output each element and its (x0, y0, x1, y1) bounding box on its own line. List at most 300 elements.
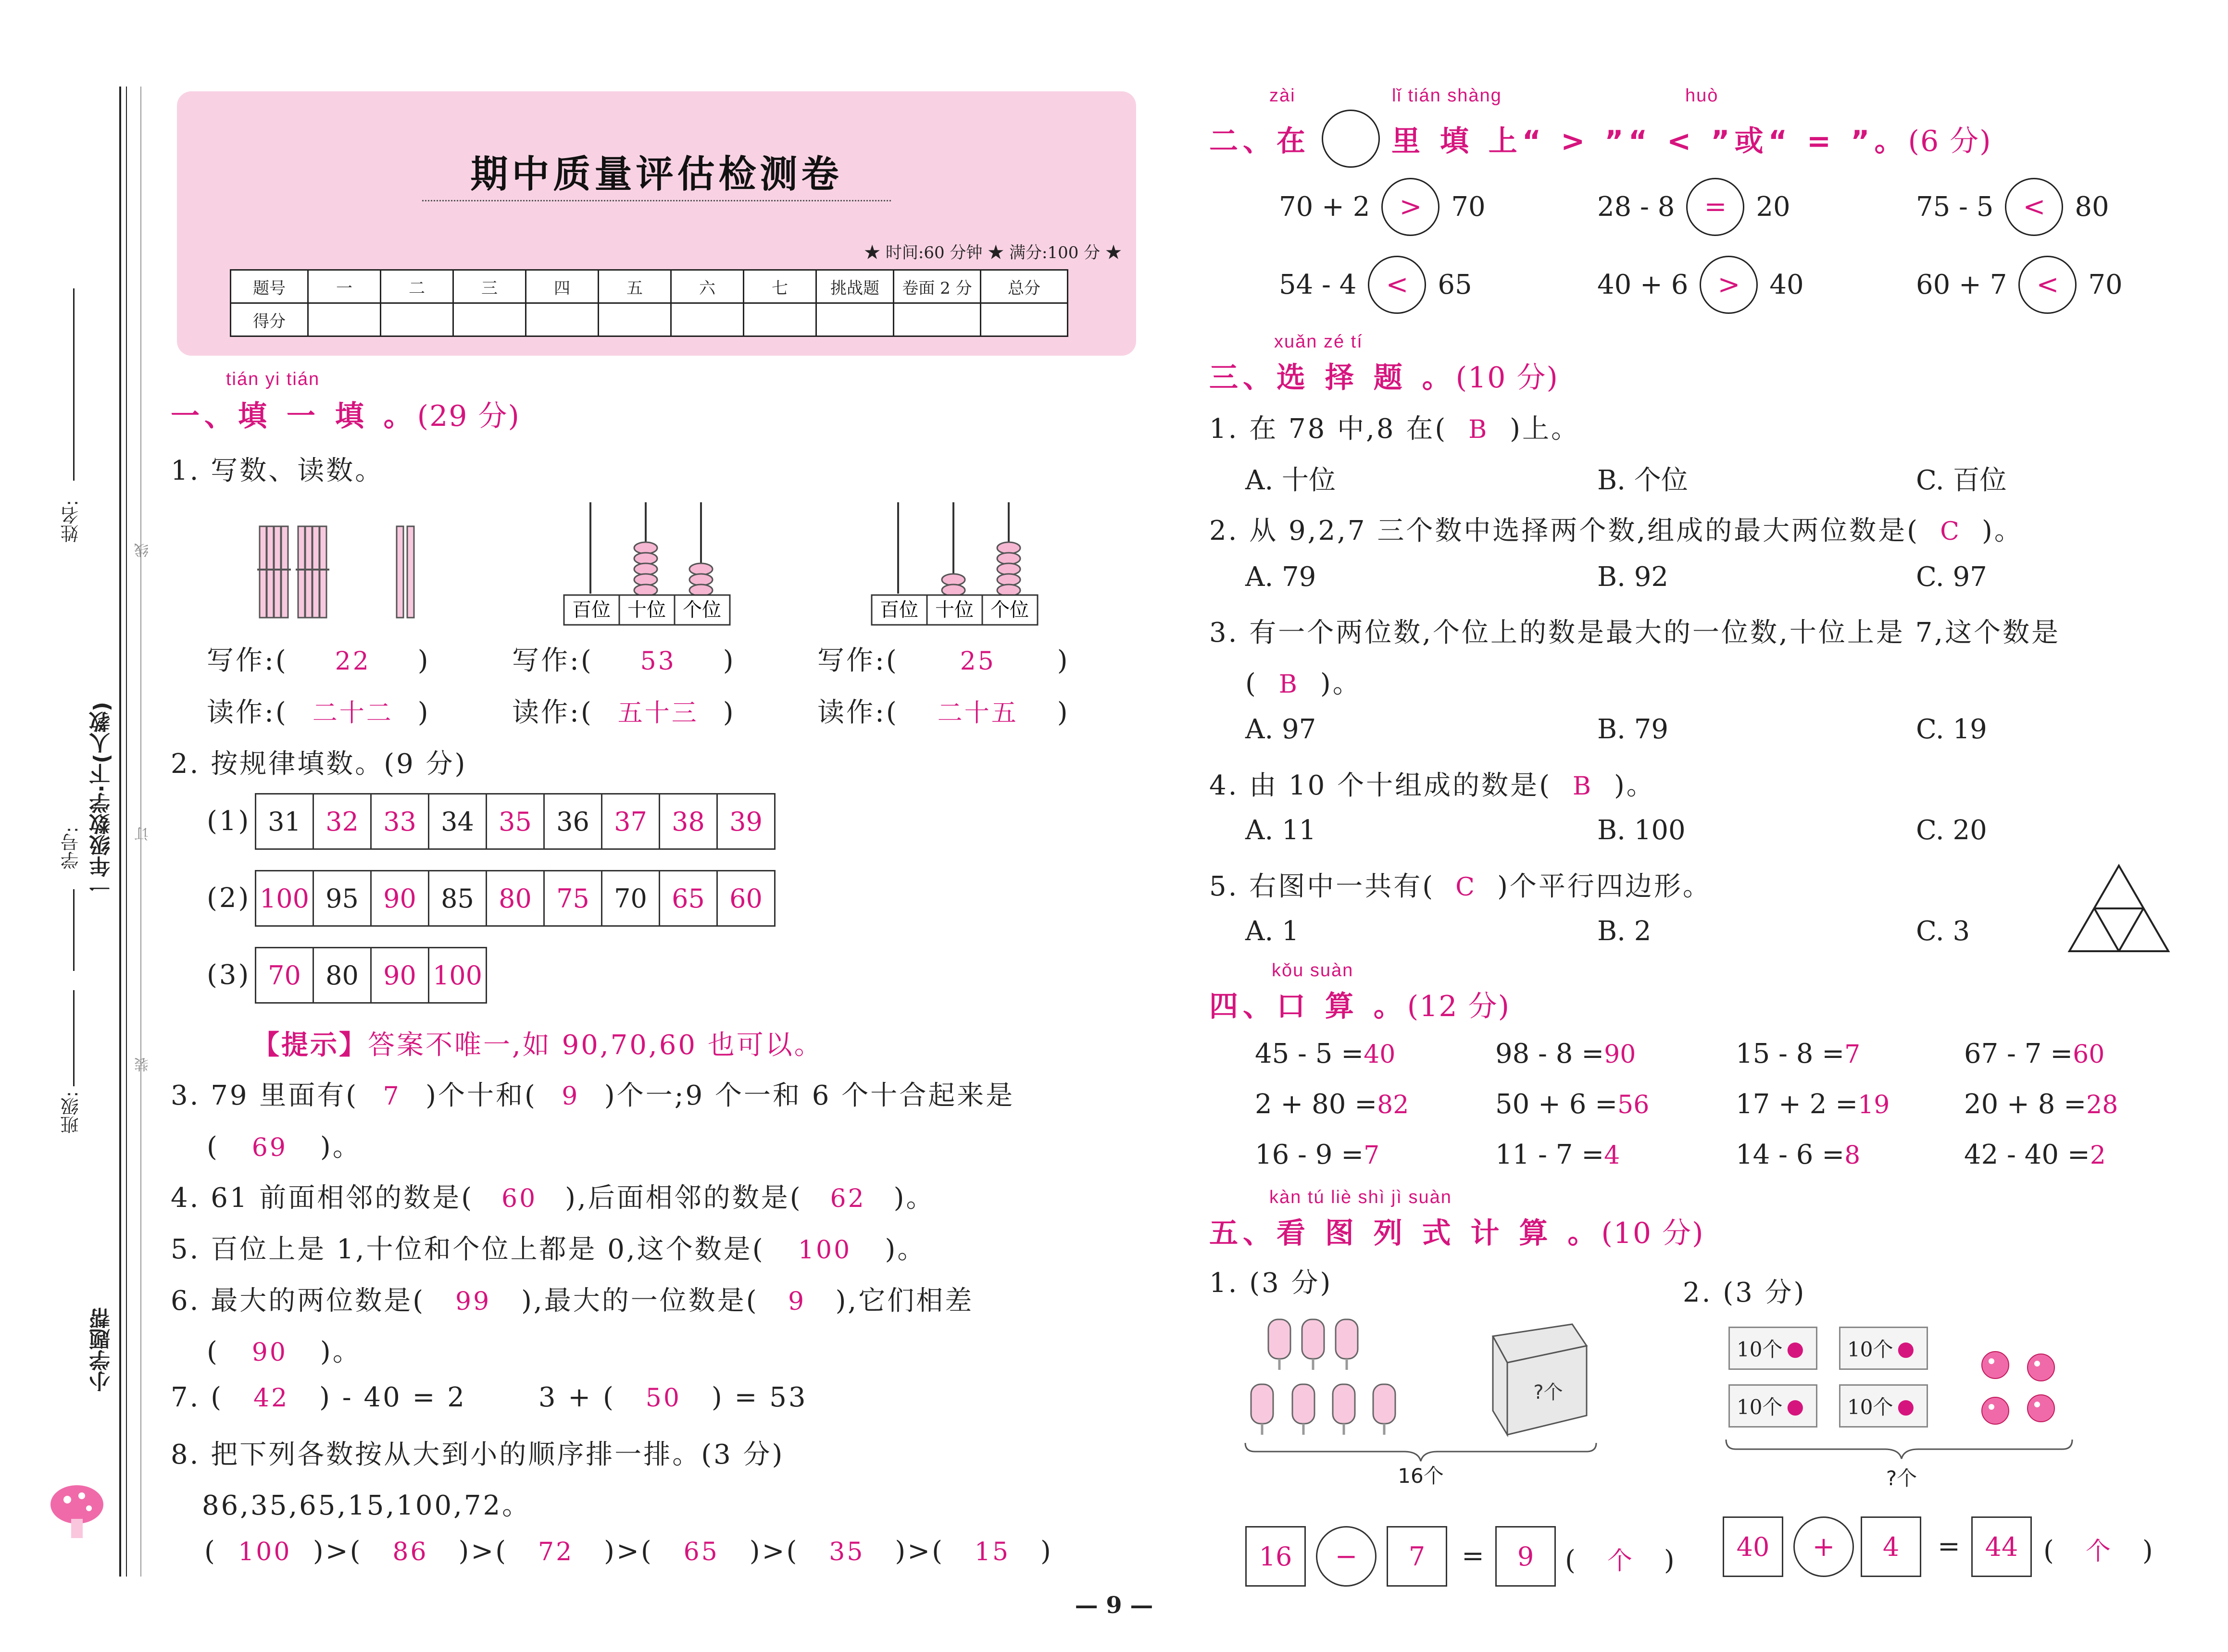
answer[interactable]: 15 (974, 1538, 1011, 1566)
compare-item (1597, 256, 1804, 314)
score-head-cell: 二 (381, 270, 453, 303)
answer[interactable]: 9 (562, 1082, 580, 1111)
answer[interactable]: 19 (1858, 1091, 1890, 1119)
triangle-figure (2067, 863, 2171, 954)
compare-item (1597, 178, 1790, 236)
s4-title (1209, 983, 1510, 1025)
answer[interactable]: 56 (1617, 1091, 1650, 1119)
s1-title (171, 393, 520, 435)
score-cell[interactable] (308, 303, 381, 336)
answer[interactable]: 7 (1844, 1040, 1861, 1069)
seq-answer-cell[interactable]: 100 (432, 960, 483, 991)
mental-item (1736, 1038, 1860, 1069)
score-head-cell: 五 (599, 270, 671, 303)
ten-box (1728, 1384, 1817, 1428)
answer[interactable]: 60 (501, 1184, 538, 1213)
s2-pinyin: lǐ tián shàng (1392, 86, 1502, 106)
operator-circle[interactable]: − (1316, 1526, 1377, 1587)
q-text: ),它们相差 (835, 1285, 974, 1317)
title-underline (422, 200, 891, 201)
answer[interactable]: 82 (1377, 1091, 1409, 1119)
read-answer[interactable]: 二十二 (312, 699, 393, 728)
seq-label: (3) (207, 959, 251, 991)
cmp-answer[interactable]: > (1381, 178, 1439, 236)
q-text: )个一;9 个一和 6 个十合起来是 (604, 1080, 1015, 1111)
class-blank[interactable] (73, 990, 75, 1086)
answer[interactable]: 90 (251, 1338, 288, 1367)
s1-q3-line1 (171, 1074, 1014, 1113)
choice-answer[interactable]: C (1455, 873, 1477, 902)
answer[interactable]: 7 (1364, 1141, 1380, 1170)
q-text: 1. 在 78 中,8 在( (1209, 413, 1448, 445)
option: B. 79 (1597, 714, 1669, 745)
answer[interactable]: 50 (645, 1384, 681, 1413)
s1-q8-order: ( 100 )>( 86 )>( 72 )>( 65 )>( 35 )>( 15 ) (204, 1536, 1053, 1567)
expr: 14 - 6 = (1736, 1139, 1845, 1170)
answer[interactable]: 8 (1844, 1141, 1861, 1170)
s3-q3-line2 (1245, 662, 1362, 701)
seq-answer-cell[interactable]: 70 (256, 948, 314, 1002)
answer[interactable]: 4 (1604, 1141, 1620, 1170)
read-row-3 (817, 691, 1070, 730)
apple-icon: ● (1897, 1394, 1915, 1418)
equation-box[interactable]: 7 (1387, 1526, 1447, 1587)
unit-answer[interactable]: 个 (1607, 1547, 1634, 1576)
name-blank[interactable] (73, 288, 75, 481)
s5-title (1209, 1210, 1704, 1252)
seq-answer-cell[interactable]: 65 (660, 871, 718, 925)
expr: 67 - 7 = (1964, 1038, 2073, 1069)
q-text: ( (207, 1336, 219, 1367)
compare-item (1279, 178, 1486, 236)
seq-answer-cell[interactable]: 75 (545, 871, 602, 925)
mental-item (1964, 1089, 2118, 1120)
id-blank[interactable] (73, 889, 75, 971)
operator-circle[interactable]: + (1793, 1516, 1854, 1577)
equals-sign: = (1938, 1531, 1962, 1562)
answer[interactable]: 35 (829, 1538, 865, 1566)
s3-q3-line1: 3. 有一个两位数,个位上的数是最大的一位数,十位上是 7,这个数是 (1209, 617, 2061, 648)
cut-mark-staple: 装 (135, 1057, 151, 1072)
cmp-right: 40 (1769, 269, 1804, 300)
hint (252, 1024, 823, 1062)
answer[interactable]: 90 (1604, 1040, 1636, 1069)
cut-mark-line: 线 (135, 543, 151, 558)
abacus-label: 十位 (935, 599, 974, 621)
page-number: — 9 — (1075, 1592, 1153, 1619)
score-head-cell: 七 (744, 270, 816, 303)
q-text: ),最大的一位数是( (521, 1285, 759, 1317)
read-row-2 (512, 691, 736, 730)
cmp-left: 75 - 5 (1916, 191, 1994, 223)
abacus-label: 十位 (627, 599, 666, 621)
s1-q6-line1 (171, 1279, 974, 1318)
equals-sign: = (1462, 1540, 1486, 1572)
mental-item (1964, 1139, 2106, 1170)
margin-rule-thin (126, 87, 127, 1577)
write-label: 写作:( (817, 645, 899, 676)
abacus-label: 个位 (683, 599, 721, 621)
answer[interactable]: 7 (383, 1082, 401, 1111)
apple-icon: ● (1786, 1394, 1804, 1418)
s4-points: (12 分) (1407, 990, 1511, 1023)
s3-pinyin: xuǎn zé tí (1274, 332, 1363, 352)
q-text: )。 (1320, 668, 1362, 699)
seq-answer-cell[interactable]: 60 (729, 883, 763, 914)
cmp-right: 80 (2075, 191, 2109, 223)
paren: ( (1565, 1545, 1577, 1576)
score-cell[interactable] (381, 303, 453, 336)
s4-title-text: 四、口 算 。 (1209, 990, 1407, 1023)
s1-points: (29 分) (417, 399, 520, 433)
score-cell[interactable] (816, 303, 894, 336)
q-text: 2. 从 9,2,7 三个数中选择两个数,组成的最大两位数是( (1209, 515, 1919, 547)
compare-item (1916, 178, 2109, 236)
seq-cell: 95 (314, 871, 372, 925)
mental-item (1255, 1089, 1409, 1120)
q-text: )个平行四边形。 (1497, 871, 1712, 902)
score-table (230, 269, 1068, 337)
score-cell[interactable] (894, 303, 981, 336)
option: C. 20 (1916, 815, 1987, 846)
s3-points: (10 分) (1455, 361, 1559, 395)
read-answer[interactable]: 二十五 (937, 699, 1018, 728)
answer[interactable]: 9 (788, 1287, 806, 1316)
score-cell[interactable] (453, 303, 526, 336)
score-cell[interactable] (981, 303, 1068, 336)
exam-title: 期中质量评估检测卷 (470, 152, 843, 196)
equation-box[interactable]: 40 (1723, 1516, 1783, 1577)
seq-answer-cell[interactable]: 90 (372, 948, 429, 1002)
unit-answer[interactable]: 个 (2085, 1537, 2113, 1566)
brand-label: 小学题帮 (89, 1307, 114, 1392)
cmp-right: 70 (1451, 191, 1486, 223)
s1-pinyin: tián yi tián (226, 369, 320, 389)
s1-q5 (171, 1228, 926, 1267)
ten-box-label: 10个 (1737, 1395, 1783, 1419)
score-table-row (231, 303, 1068, 336)
cmp-answer[interactable]: = (1686, 178, 1744, 236)
q-text: )。 (1981, 515, 2023, 547)
s3-title-text: 三、选 择 题 。 (1209, 361, 1456, 395)
margin-rule (119, 87, 121, 1577)
abacus-image (562, 500, 732, 627)
s3-q2 (1209, 509, 2023, 548)
read-answer[interactable]: 五十三 (617, 699, 699, 728)
read-label: 读作:( (512, 697, 593, 728)
q-text: 5. 百位上是 1,十位和个位上都是 0,这个数是( (171, 1234, 765, 1265)
unit (1565, 1540, 1677, 1577)
score-cell[interactable] (526, 303, 599, 336)
score-cell[interactable] (744, 303, 816, 336)
ten-box (1839, 1327, 1928, 1370)
seq-label: (2) (207, 882, 251, 914)
q-text: 6. 最大的两位数是( (171, 1285, 426, 1317)
seq-answer-cell[interactable]: 33 (372, 795, 429, 848)
score-table-head (231, 270, 1068, 303)
s1-q8-numbers: 86,35,65,15,100,72。 (202, 1490, 531, 1521)
score-head-cell: 题号 (231, 270, 308, 303)
answer[interactable]: 99 (455, 1287, 491, 1316)
seq-answer-cell[interactable]: 100 (256, 871, 314, 925)
seq-cell: 31 (256, 795, 314, 848)
cmp-answer[interactable]: < (1368, 256, 1426, 314)
option: C. 3 (1916, 916, 1970, 947)
exam-meta: ★ 时间:60 分钟 ★ 满分:100 分 ★ (864, 243, 1122, 262)
sequence-row-1 (255, 793, 776, 850)
mental-item (1255, 1139, 1379, 1170)
s1-title-text: 一、填 一 填 。 (171, 399, 417, 433)
sequence-row-3 (255, 947, 487, 1004)
q-text: )个十和( (426, 1080, 537, 1111)
unit (2043, 1531, 2155, 1567)
abacus-label: 个位 (990, 599, 1029, 621)
abacus-label: 百位 (880, 599, 918, 621)
expr: 45 - 5 = (1255, 1038, 1364, 1069)
circle-placeholder-icon (1322, 110, 1380, 168)
ten-box (1728, 1327, 1817, 1370)
seq-label: (1) (207, 806, 251, 837)
option: B. 92 (1597, 561, 1669, 593)
s3-q1 (1209, 408, 1580, 446)
answer[interactable]: 40 (1364, 1040, 1396, 1069)
equation-box[interactable]: 4 (1861, 1516, 1921, 1577)
book-label: 一年级数学·下(人教) (89, 702, 114, 898)
q-text: )。 (320, 1336, 362, 1367)
paren-close: ) (417, 645, 430, 676)
apples-image (1976, 1346, 2063, 1432)
seq-answer-cell[interactable]: 90 (372, 871, 429, 925)
option: C. 19 (1916, 714, 1987, 745)
q-text: )上。 (1510, 413, 1580, 445)
option: C. 百位 (1916, 465, 2007, 496)
write-label: 写作:( (207, 645, 288, 676)
apple-icon: ● (1897, 1336, 1915, 1360)
answer[interactable]: 28 (2086, 1091, 2118, 1119)
seq-answer-cell[interactable]: 32 (314, 795, 372, 848)
q-text: 3 + ( (538, 1382, 615, 1413)
option: A. 11 (1245, 815, 1316, 846)
expr: 42 - 40 = (1964, 1139, 2090, 1170)
q-text: )。 (1614, 770, 1655, 801)
expr: 17 + 2 = (1736, 1089, 1858, 1120)
cmp-right: 70 (2088, 269, 2123, 300)
option: A. 十位 (1245, 465, 1336, 496)
option: B. 100 (1597, 815, 1686, 846)
q-text: ( (1245, 668, 1258, 699)
q-text: 7. ( (171, 1382, 224, 1413)
s4-pinyin: kǒu suàn (1272, 960, 1354, 981)
score-head-cell: 挑战题 (816, 270, 894, 303)
score-cell[interactable] (671, 303, 744, 336)
q-text: 4. 由 10 个十组成的数是( (1209, 770, 1552, 801)
expr: 98 - 8 = (1495, 1038, 1604, 1069)
cmp-right: 20 (1756, 191, 1790, 223)
paren-close: ) (723, 697, 736, 728)
answer[interactable]: 65 (683, 1538, 719, 1566)
class-label: 班级: (61, 1091, 82, 1134)
equation-box[interactable]: 44 (1971, 1516, 2032, 1577)
mental-item (1495, 1038, 1636, 1069)
mental-item (1736, 1089, 1890, 1120)
score-cell[interactable] (599, 303, 671, 336)
write-row-3 (817, 639, 1070, 678)
option: B. 2 (1597, 916, 1652, 947)
abacus-label: 百位 (572, 599, 611, 621)
mental-item (1495, 1139, 1620, 1170)
score-row-label: 得分 (231, 303, 308, 336)
s1-q8-text: 8. 把下列各数按从大到小的顺序排一排。(3 分) (171, 1439, 785, 1470)
read-row-1 (207, 691, 430, 730)
s3-title (1209, 355, 1559, 396)
s5-p1-label: 1. (3 分) (1209, 1267, 1333, 1299)
answer[interactable]: 69 (251, 1133, 288, 1162)
seq-cell: 34 (429, 795, 487, 848)
paren: ) (1664, 1545, 1677, 1576)
seq-cell: 85 (429, 871, 487, 925)
s2-title (1209, 110, 1992, 168)
answer[interactable]: 62 (830, 1184, 866, 1213)
q-text: 3. 79 里面有( (171, 1080, 359, 1111)
score-head-cell: 六 (671, 270, 744, 303)
mental-item (1736, 1139, 1860, 1170)
s1-q2-text: 2. 按规律填数。(9 分) (171, 748, 467, 780)
s1-q3-line2 (207, 1126, 362, 1164)
expr: 2 + 80 = (1255, 1089, 1377, 1120)
cmp-left: 70 + 2 (1279, 191, 1370, 223)
write-answer[interactable]: 25 (960, 647, 996, 676)
expr: 50 + 6 = (1495, 1089, 1618, 1120)
choice-answer[interactable]: C (1940, 517, 1961, 546)
paren-close: ) (1057, 645, 1070, 676)
q-text: ) = 53 (711, 1382, 808, 1413)
mental-item (1495, 1089, 1649, 1120)
equation-box[interactable]: 9 (1495, 1526, 1556, 1587)
s5-p2-label: 2. (3 分) (1683, 1277, 1806, 1308)
apple-icon: ● (1786, 1336, 1804, 1360)
seq-answer-cell[interactable]: 39 (729, 806, 763, 837)
id-label: 学号: (61, 827, 82, 869)
choice-answer[interactable]: B (1468, 415, 1489, 444)
cmp-answer[interactable]: > (1700, 256, 1758, 314)
s5-pinyin: kàn tú liè shì jì suàn (1269, 1187, 1452, 1207)
mental-item (1255, 1038, 1395, 1069)
write-row-1 (207, 639, 430, 678)
option: A. 97 (1245, 714, 1316, 745)
answer[interactable]: 2 (2090, 1141, 2106, 1170)
ten-box (1839, 1384, 1928, 1428)
seq-cell: 80 (314, 948, 372, 1002)
option: A. 1 (1245, 916, 1299, 947)
q-text: )。 (885, 1234, 926, 1265)
name-label: 姓名: (61, 500, 82, 543)
popsicles-and-box-image (1240, 1317, 1606, 1490)
cmp-answer[interactable]: < (2018, 256, 2077, 314)
answer[interactable]: 60 (2073, 1040, 2105, 1069)
option: A. 79 (1245, 561, 1316, 593)
option: C. 97 (1916, 561, 1987, 593)
answer[interactable]: 100 (798, 1236, 852, 1265)
ten-box-label: 10个 (1847, 1338, 1893, 1361)
seq-answer-cell[interactable]: 38 (660, 795, 718, 848)
hint-text: 答案不唯一,如 90,70,60 也可以。 (368, 1030, 823, 1061)
s1-q7 (171, 1382, 808, 1413)
paren: ( (2043, 1535, 2056, 1566)
paren: ) (2142, 1535, 2155, 1566)
s1-q4 (171, 1177, 935, 1215)
s1-q6-line2 (207, 1330, 362, 1369)
total-label: 16个 (1398, 1464, 1444, 1488)
choice-answer[interactable]: B (1572, 772, 1593, 801)
s3-q5 (1209, 865, 1712, 904)
write-answer[interactable]: 53 (640, 647, 676, 676)
s2-title-b: 里 填 上“ > ”“ < ”或“ = ”。 (1391, 124, 1908, 158)
seq-cell: 36 (545, 795, 602, 848)
sequence-row-2 (255, 870, 776, 927)
q-text: )。 (893, 1182, 935, 1214)
s2-title-a: 二、在 (1209, 124, 1310, 158)
score-head-cell: 三 (453, 270, 526, 303)
q-text: 4. 61 前面相邻的数是( (171, 1182, 474, 1214)
seq-cell: 70 (602, 871, 660, 925)
cmp-left: 28 - 8 (1597, 191, 1675, 223)
cut-mark-bind: 订 (135, 827, 151, 841)
s3-q4 (1209, 764, 1655, 803)
equation-box[interactable]: 16 (1245, 1526, 1306, 1587)
q-text: 5. 右图中一共有( (1209, 871, 1435, 902)
q-text: )。 (320, 1131, 362, 1163)
compare-item (1279, 256, 1472, 314)
option: B. 个位 (1597, 465, 1688, 496)
q-text: ( (207, 1131, 219, 1163)
abacus-image (869, 500, 1040, 627)
answer[interactable]: 100 (238, 1538, 292, 1566)
hint-label: 【提示】 (252, 1029, 368, 1061)
seq-answer-cell[interactable]: 35 (487, 795, 545, 848)
answer[interactable]: 86 (392, 1538, 428, 1566)
score-head-cell: 四 (526, 270, 599, 303)
s5-title-text: 五、看 图 列 式 计 算 。 (1209, 1217, 1602, 1250)
s2-pinyin: huò (1685, 86, 1719, 106)
answer[interactable]: 42 (253, 1384, 289, 1413)
brand-mushroom-icon (48, 1480, 125, 1548)
brace-image (1724, 1437, 2075, 1504)
cmp-right: 65 (1438, 269, 1472, 300)
paren-close: ) (1057, 697, 1070, 728)
answer[interactable]: 72 (538, 1538, 574, 1566)
cmp-left: 60 + 7 (1916, 269, 2007, 300)
choice-answer[interactable]: B (1278, 670, 1299, 699)
write-row-2 (512, 639, 736, 678)
ten-box-label: 10个 (1847, 1395, 1893, 1419)
seq-answer-cell[interactable]: 37 (602, 795, 660, 848)
read-label: 读作:( (817, 697, 899, 728)
score-head-cell: 一 (308, 270, 381, 303)
write-answer[interactable]: 22 (335, 647, 371, 676)
compare-item (1916, 256, 2123, 314)
cmp-left: 40 + 6 (1597, 269, 1689, 300)
q-text: ) - 40 = 2 (319, 1382, 466, 1413)
seq-answer-cell[interactable]: 80 (487, 871, 545, 925)
q-text: ),后面相邻的数是( (565, 1182, 802, 1214)
ten-box-label: 10个 (1737, 1338, 1783, 1361)
paren-close: ) (723, 645, 736, 676)
cmp-answer[interactable]: < (2005, 178, 2063, 236)
expr: 15 - 8 = (1736, 1038, 1845, 1069)
exam-header (177, 91, 1136, 356)
expr: 20 + 8 = (1964, 1089, 2087, 1120)
write-label: 写作:( (512, 645, 593, 676)
